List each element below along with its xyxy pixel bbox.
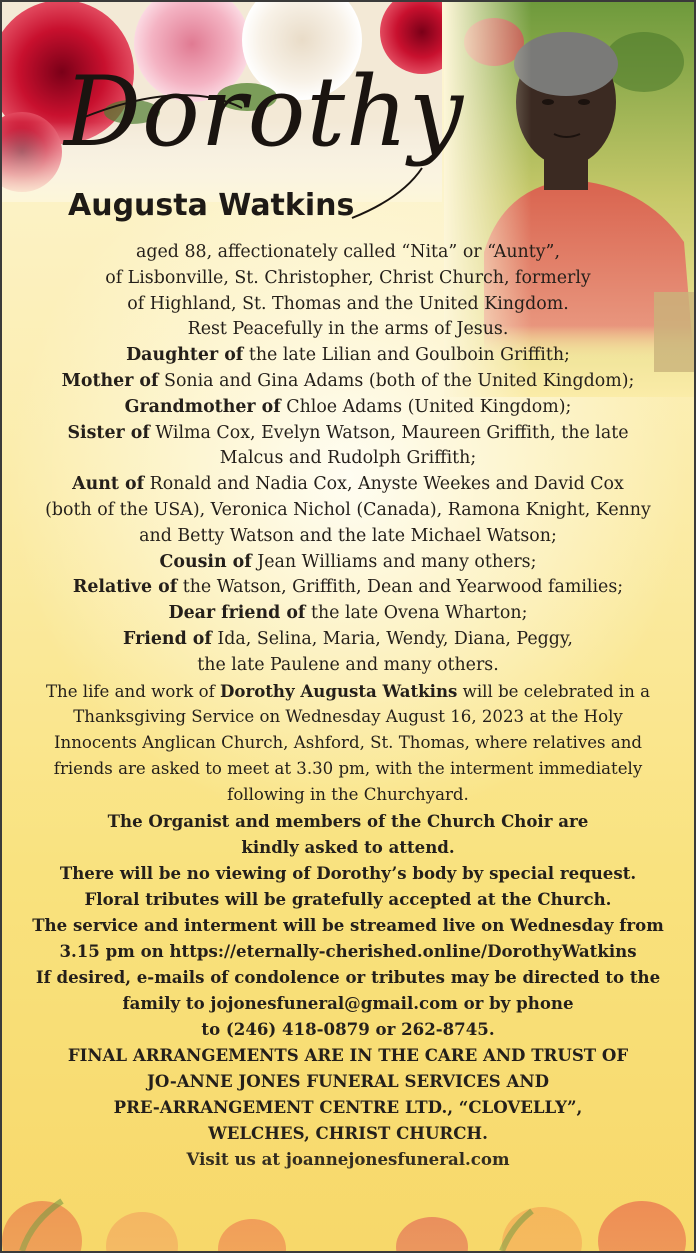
notice-line: to (246) 418-0879 or 262-8745. [201, 1018, 495, 1039]
notice-line: family to jojonesfuneral@gmail.com or by phone [122, 992, 574, 1013]
relation-label: Relative of [72, 577, 178, 598]
service-text: The life and work of [45, 681, 220, 701]
relation-label: Aunt of [72, 474, 145, 495]
service-line: Thanksgiving Service on Wednesday August 16, 2023 at the Holy [73, 707, 623, 727]
relation-text: Jean Williams and many others; [251, 551, 537, 572]
intro-line: of Lisbonville, St. Christopher, Christ Church, formerly [105, 267, 591, 288]
relation-dear-friend [8, 601, 688, 627]
service-line: Innocents Anglican Church, Ashford, St. Thomas, where relatives and [53, 733, 643, 753]
service-line [8, 679, 688, 705]
final-line: FINAL ARRANGEMENTS ARE IN THE CARE AND TRUST OF [67, 1044, 629, 1065]
relation-text: Sonia and Gina Adams (both of the United Kingdom); [158, 370, 635, 391]
notice-line: kindly asked to attend. [241, 836, 455, 857]
relation-mother [8, 369, 688, 395]
notice-line: There will be no viewing of Dorothy’s body by special request. [59, 862, 637, 883]
service-line: following in the Churchyard. [227, 784, 469, 804]
relation-aunt-cont: and Betty Watson and the late Michael Watson; [139, 525, 557, 546]
relation-friend-cont: the late Paulene and many others. [197, 654, 499, 675]
relation-text: the Watson, Griffith, Dean and Yearwood families; [177, 577, 624, 598]
service-name: Dorothy Augusta Watkins [220, 680, 458, 701]
relation-text: Chloe Adams (United Kingdom); [280, 396, 572, 417]
service-text: will be celebrated in a [457, 681, 651, 701]
relation-label: Grandmother of [124, 396, 281, 417]
relation-sister [8, 421, 688, 447]
service-line: friends are asked to meet at 3.30 pm, with the interment immediately [53, 758, 643, 778]
relation-label: Daughter of [126, 345, 244, 366]
intro-line: of Highland, St. Thomas and the United Kingdom. [127, 293, 569, 314]
relation-aunt-cont: (both of the USA), Veronica Nichol (Canada), Ramona Knight, Kenny [45, 499, 651, 520]
intro-line: Rest Peacefully in the arms of Jesus. [187, 319, 509, 340]
relation-friend [8, 627, 688, 653]
notice-line: The Organist and members of the Church Choir are [107, 810, 589, 831]
notice-line: The service and interment will be streamed live on Wednesday from [32, 914, 664, 935]
notice-line: 3.15 pm on https://eternally-cherished.online/DorothyWatkins [59, 940, 637, 961]
relation-label: Sister of [67, 422, 150, 443]
relation-aunt [8, 472, 688, 498]
notice-line: Floral tributes will be gratefully accepted at the Church. [84, 888, 612, 909]
obituary-body [8, 240, 688, 1172]
relation-cousin [8, 550, 688, 576]
relation-text: the late Lilian and Goulboin Griffith; [243, 345, 570, 366]
deceased-full-name: Augusta Watkins [68, 188, 355, 223]
intro-line: aged 88, affectionately called “Nita” or “Aunty”, [136, 242, 560, 262]
flowers-bottom-image [2, 1131, 696, 1251]
relation-label: Cousin of [159, 551, 252, 572]
notices-block [8, 808, 688, 1042]
notice-line: If desired, e-mails of condolence or tributes may be directed to the [35, 966, 661, 987]
relation-grandmother [8, 395, 688, 421]
relation-text: Ida, Selina, Maria, Wendy, Diana, Peggy, [211, 628, 573, 649]
relation-relative [8, 575, 688, 601]
relation-daughter [8, 343, 688, 369]
relation-label: Dear friend of [168, 603, 306, 624]
relation-text: Wilma Cox, Evelyn Watson, Maureen Griffith, the late [149, 422, 629, 443]
relation-sister-cont: Malcus and Rudolph Griffith; [219, 448, 477, 469]
relation-label: Friend of [123, 628, 212, 649]
relation-label: Mother of [61, 370, 159, 391]
relation-text: Ronald and Nadia Cox, Anyste Weekes and David Cox [144, 474, 624, 495]
final-line: JO-ANNE JONES FUNERAL SERVICES AND [146, 1070, 549, 1091]
relation-text: the late Ovena Wharton; [305, 603, 528, 624]
final-line: PRE-ARRANGEMENT CENTRE LTD., “CLOVELLY”, [113, 1096, 583, 1117]
deceased-first-name: Dorothy [64, 56, 465, 168]
